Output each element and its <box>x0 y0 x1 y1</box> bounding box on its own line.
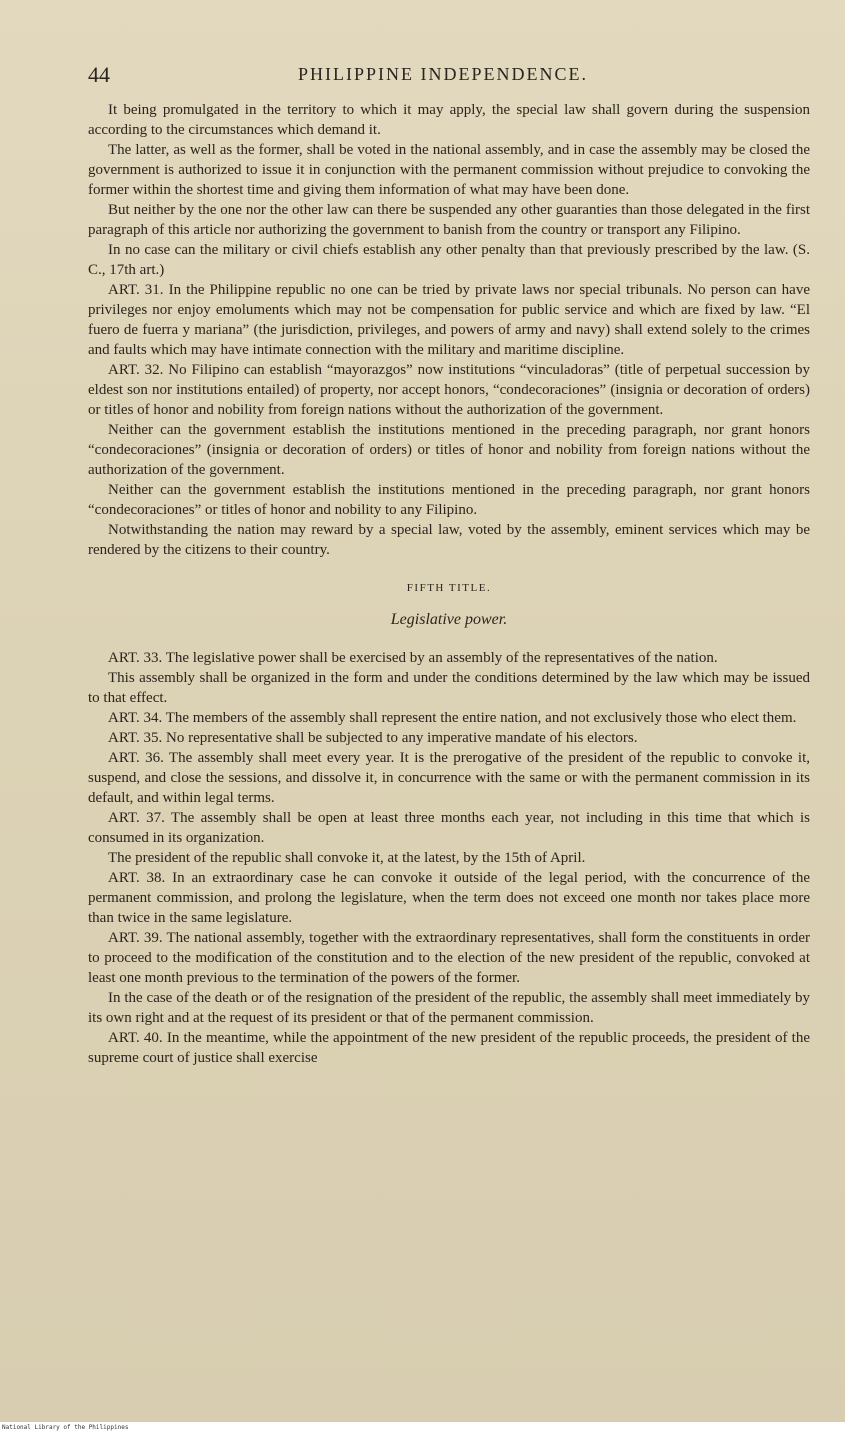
paragraph: Notwithstanding the nation may reward by a special law, voted by the assembly, eminent services which may be rendered by the citizens to their country. <box>88 522 810 558</box>
paragraph: Neither can the government establish the institutions mentioned in the preceding paragraph, nor grant honors “condecoraciones” (insignia or decoration of orders) or titles of honor and nobility from foreign nations without the authorization of the government. <box>88 422 810 478</box>
article-31: ART. 31. In the Philippine republic no one can be tried by private laws nor special tribunals. No person can have privileges nor enjoy emoluments which may not be compensation for public service and which are fixed by law. “El fuero de fuerra y mariana” (the jurisdiction, privileges, and powers of army and navy) shall extend solely to the crimes and faults which may have intimate connection with the military and maritime discipline. <box>88 282 810 358</box>
article-39: ART. 39. The national assembly, together with the extraordinary representatives, shall form the constituents in order to proceed to the modification of the constitution and to the election of the new president of the republic, convoked at least one month previous to the termination of the powers of the former. <box>88 930 810 986</box>
running-head: PHILIPPINE INDEPENDENCE. <box>298 64 588 84</box>
article-36: ART. 36. The assembly shall meet every year. It is the prerogative of the president of the republic to convoke it, suspend, and close the sessions, and dissolve it, in concurrence with the same or with the permanent commission in its default, and within legal terms. <box>88 750 810 806</box>
article-32: ART. 32. No Filipino can establish “mayorazgos” now institutions “vinculadoras” (title of perpetual succession by eldest son nor institutions entailed) of property, nor accept honors, “condecoraciones” (insignia or decoration of orders) or titles of honor and nobility from foreign nations without the authorization of the government. <box>88 362 810 418</box>
body-text <box>88 100 810 1068</box>
paragraph: But neither by the one nor the other law can there be suspended any other guaranties than those delegated in the first paragraph of this article nor authorizing the government to banish from the country or transport any Filipino. <box>88 202 810 238</box>
article-34: ART. 34. The members of the assembly shall represent the entire nation, and not exclusively those who elect them. <box>108 710 797 726</box>
library-credit: National Library of the Philippines <box>0 1422 845 1433</box>
article-35: ART. 35. No representative shall be subjected to any imperative mandate of his electors. <box>108 730 638 746</box>
paragraph: It being promulgated in the territory to which it may apply, the special law shall govern during the suspension according to the circumstances which demand it. <box>88 102 810 138</box>
article-33: ART. 33. The legislative power shall be exercised by an assembly of the representatives of the nation. <box>108 650 718 666</box>
section-title: FIFTH TITLE. <box>406 582 492 594</box>
paragraph: In no case can the military or civil chiefs establish any other penalty than that previously prescribed by the law. (S. C., 17th art.) <box>88 242 810 278</box>
paragraph: The president of the republic shall convoke it, at the latest, by the 15th of April. <box>108 850 586 866</box>
paragraph: The latter, as well as the former, shall be voted in the national assembly, and in case the assembly may be closed the government is authorized to issue it in conjunction with the permanent commission without prejudice to convoking the former within the shortest time and giving them information of what may have been done. <box>88 142 810 198</box>
paragraph: This assembly shall be organized in the form and under the conditions determined by the law which may be issued to that effect. <box>88 670 810 706</box>
page-header <box>88 62 797 90</box>
section-subtitle: Legislative power. <box>390 611 508 628</box>
article-40: ART. 40. In the meantime, while the appointment of the new president of the republic proceeds, the president of the supreme court of justice shall exercise <box>88 1030 810 1066</box>
article-38: ART. 38. In an extraordinary case he can convoke it outside of the legal period, with the concurrence of the permanent commission, and prolong the legislature, when the term does not exceed one month nor takes place more than twice in the same legislature. <box>88 870 810 926</box>
page-number: 44 <box>88 62 110 87</box>
article-37: ART. 37. The assembly shall be open at least three months each year, not including in this time that which is consumed in its organization. <box>88 810 810 846</box>
paragraph: In the case of the death or of the resignation of the president of the republic, the assembly shall meet immediately by its own right and at the request of its president or that of the permanent commission. <box>88 990 810 1026</box>
paragraph: Neither can the government establish the institutions mentioned in the preceding paragraph, nor grant honors “condecoraciones” or titles of honor and nobility to any Filipino. <box>88 482 810 518</box>
